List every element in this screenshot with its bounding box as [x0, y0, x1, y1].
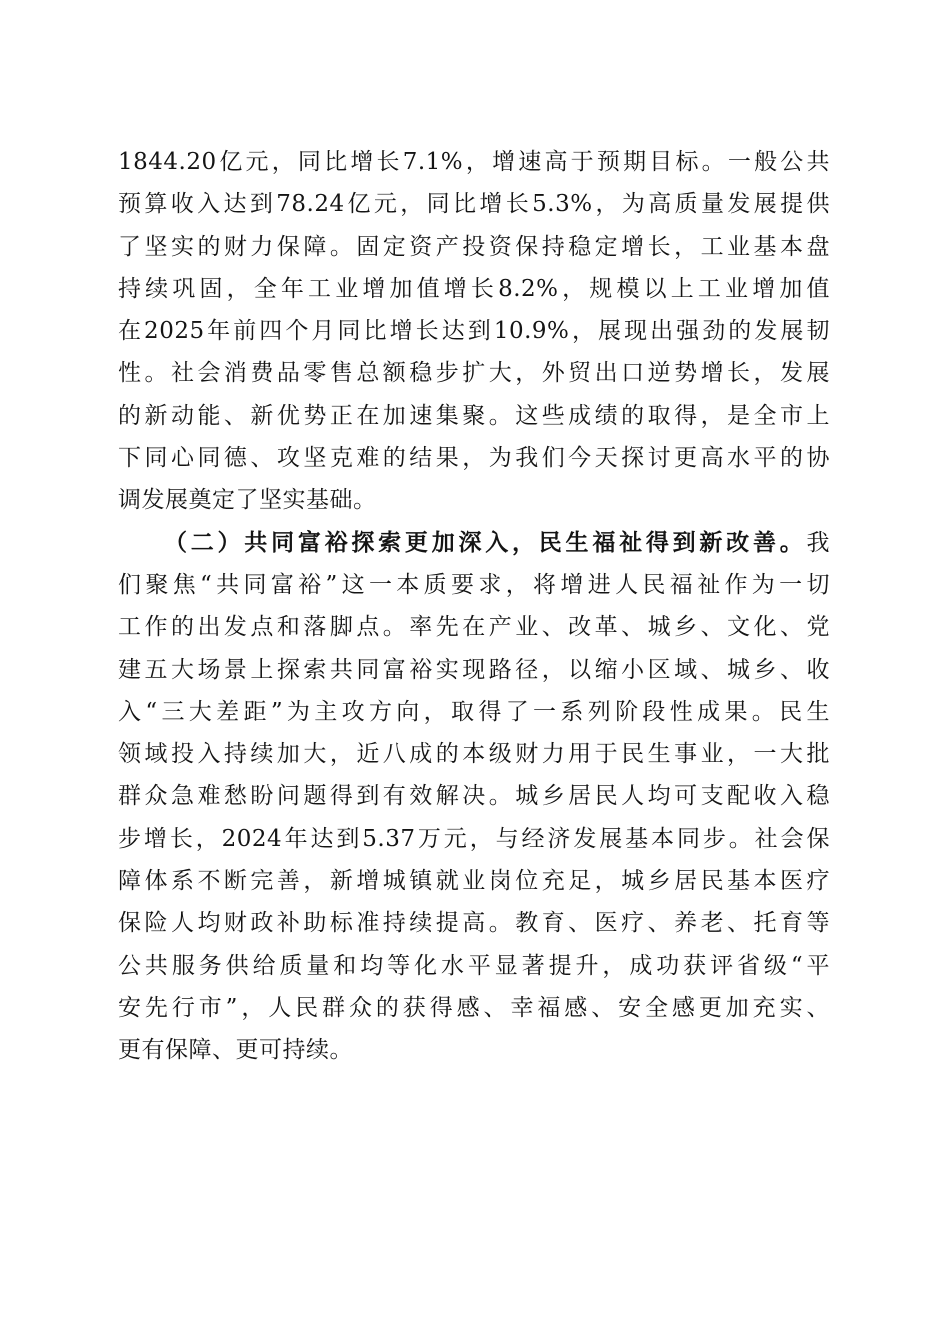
text-line: 障体系不断完善，新增城镇就业岗位充足，城乡居民基本医疗	[118, 868, 830, 895]
section-heading: （二）共同富裕探索更加深入，民生福祉得到新改善。	[164, 528, 807, 556]
text-line-first	[118, 522, 830, 564]
text-line: 们聚焦“共同富裕”这一本质要求，将增进人民福祉作为一切	[118, 571, 830, 598]
text-line: 步增长，2024年达到5.37万元，与经济发展基本同步。社会保	[118, 825, 830, 852]
text-line: 预算收入达到78.24亿元，同比增长5.3%，为高质量发展提供	[118, 191, 830, 218]
text-line: 性。社会消费品零售总额稳步扩大，外贸出口逆势增长，发展	[118, 360, 830, 387]
text-line: 保险人均财政补助标准持续提高。教育、医疗、养老、托育等	[118, 910, 830, 937]
text-line: 在2025年前四个月同比增长达到10.9%，展现出强劲的发展韧	[118, 318, 830, 345]
paragraph-common-prosperity	[118, 522, 830, 1072]
text-line: 下同心同德、攻坚克难的结果，为我们今天探讨更高水平的协	[118, 445, 830, 472]
text-line: 的新动能、新优势正在加速集聚。这些成绩的取得，是全市上	[118, 402, 830, 429]
text-line: 持续巩固，全年工业增加值增长8.2%，规模以上工业增加值	[118, 275, 830, 302]
text-line: 公共服务供给质量和均等化水平显著提升，成功获评省级“平	[118, 952, 830, 979]
text-line: 调发展奠定了坚实基础。	[118, 487, 377, 514]
text-line: 建五大场景上探索共同富裕实现路径，以缩小区域、城乡、收	[118, 656, 830, 683]
text-line: 群众急难愁盼问题得到有效解决。城乡居民人均可支配收入稳	[118, 783, 830, 810]
text-line: 入“三大差距”为主攻方向，取得了一系列阶段性成果。民生	[118, 698, 830, 725]
document-body	[118, 141, 830, 1072]
text-line: 工作的出发点和落脚点。率先在产业、改革、城乡、文化、党	[118, 614, 830, 641]
text-line: 安先行市”，人民群众的获得感、幸福感、安全感更加充实、	[118, 994, 830, 1021]
text-line: 1844.20亿元，同比增长7.1%，增速高于预期目标。一般公共	[118, 149, 830, 175]
text-line: 领域投入持续加大，近八成的本级财力用于民生事业，一大批	[118, 741, 830, 768]
text-run: 我	[806, 529, 830, 556]
text-line: 了坚实的财力保障。固定资产投资保持稳定增长，工业基本盘	[118, 233, 830, 260]
text-line: 更有保障、更可持续。	[118, 1037, 353, 1064]
paragraph-economic-results	[118, 141, 830, 522]
